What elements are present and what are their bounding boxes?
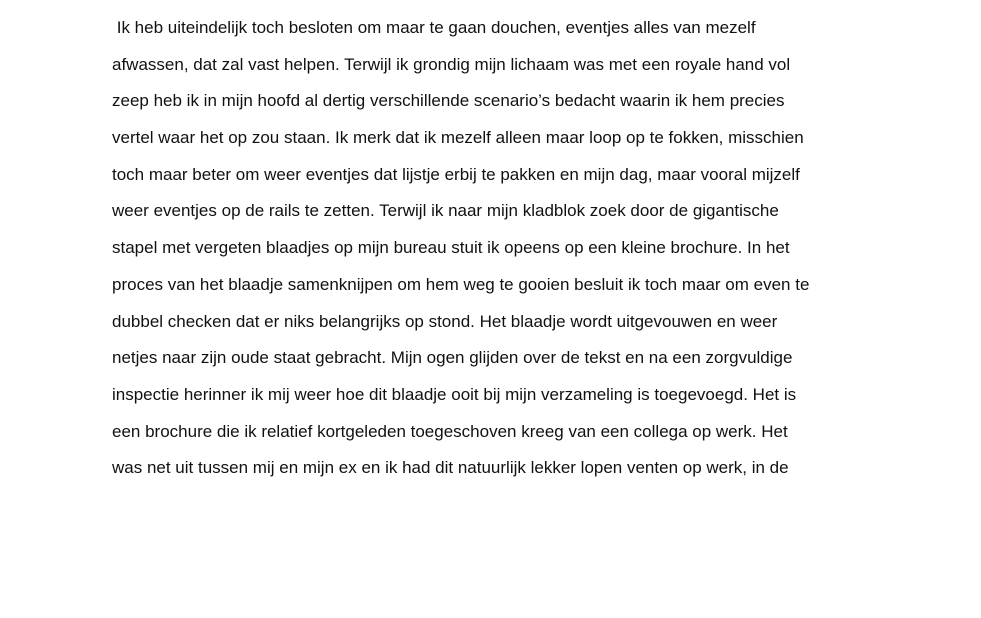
text-line: weer eventjes op de rails te zetten. Terwijl ik naar mijn kladblok zoek door de gigantische bbox=[112, 201, 779, 221]
text-line: vertel waar het op zou staan. Ik merk dat ik mezelf alleen maar loop op te fokken, misschien bbox=[112, 128, 804, 148]
text-line: stapel met vergeten blaadjes op mijn bureau stuit ik opeens op een kleine brochure. In het bbox=[112, 238, 790, 258]
text-line: netjes naar zijn oude staat gebracht. Mijn ogen glijden over de tekst en na een zorgvuldige bbox=[112, 348, 793, 368]
text-line: dubbel checken dat er niks belangrijks op stond. Het blaadje wordt uitgevouwen en weer bbox=[112, 311, 778, 331]
text-line: zeep heb ik in mijn hoofd al dertig verschillende scenario’s bedacht waarin ik hem precies bbox=[112, 91, 785, 111]
paragraph bbox=[112, 14, 882, 491]
text-line: was net uit tussen mij en mijn ex en ik had dit natuurlijk lekker lopen venten op werk, in de bbox=[112, 458, 789, 478]
text-line: proces van het blaadje samenknijpen om hem weg te gooien besluit ik toch maar om even te bbox=[112, 274, 810, 294]
text-line: een brochure die ik relatief kortgeleden toegeschoven kreeg van een collega op werk. Het bbox=[112, 421, 788, 441]
text-line: afwassen, dat zal vast helpen. Terwijl ik grondig mijn lichaam was met een royale hand vol bbox=[112, 54, 791, 74]
text-line: toch maar beter om weer eventjes dat lijstje erbij te pakken en mijn dag, maar vooral mijzelf bbox=[112, 164, 800, 184]
text-line: inspectie herinner ik mij weer hoe dit blaadje ooit bij mijn verzameling is toegevoegd. Het is bbox=[112, 384, 797, 404]
text-line: Ik heb uiteindelijk toch besloten om maar te gaan douchen, eventjes alles van mezelf bbox=[112, 18, 756, 37]
